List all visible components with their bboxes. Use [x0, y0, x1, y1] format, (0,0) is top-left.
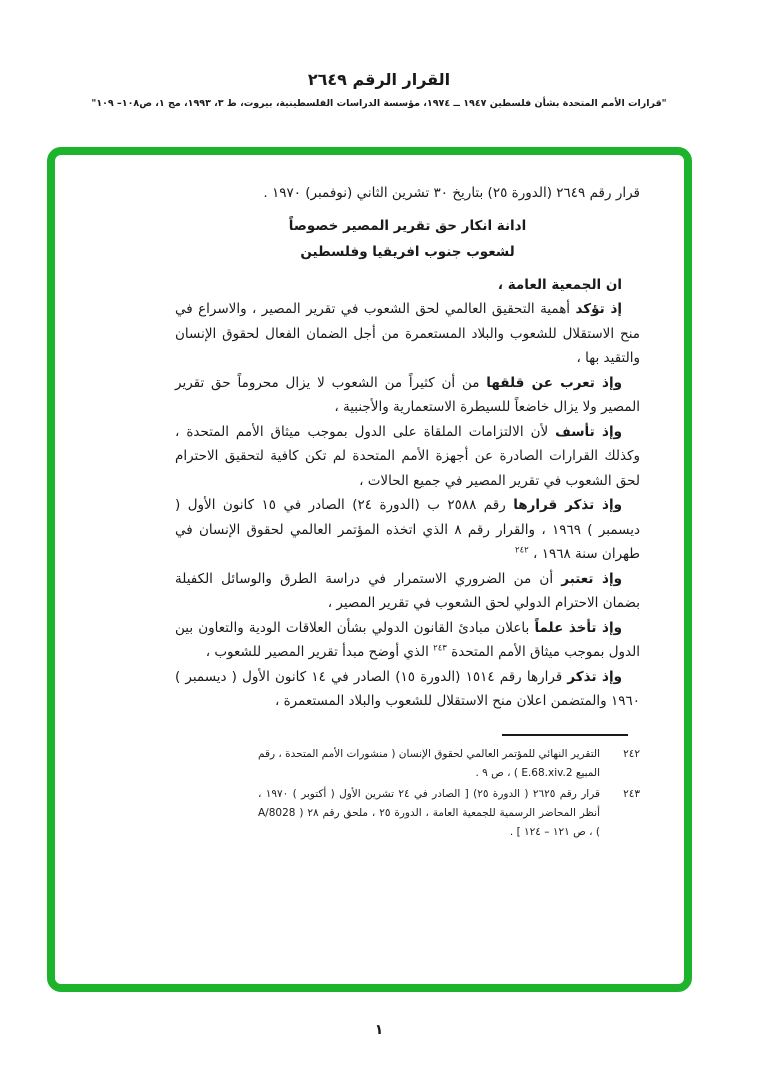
paragraph-text: رقم ٢٥٨٨ ب (الدورة ٢٤) الصادر في ١٥ كانون الأول ( ديسمبر ) ١٩٦٩ ، والقرار رقم ٨ الذي اتخذه المؤتمر العالمي لحقوق الإنسان في طهران سنة ١٩٦٨ ،: [175, 497, 640, 562]
paragraph-text: قرارها رقم ١٥١٤ (الدورة ١٥) الصادر في ١٤ كانون الأول ( ديسمبر ) ١٩٦٠ والمتضمن اعلان منح الاستقلال للشعوب والبلاد المستعمرة ،: [175, 668, 640, 709]
document-header: [0, 70, 758, 109]
paragraph-lead: وإذ تأخذ علماً: [534, 619, 622, 636]
page-title: القرار الرقم ٢٦٤٩: [307, 70, 451, 89]
resolution-heading-line2: لشعوب جنوب افريقيا وفلسطين: [300, 243, 515, 260]
resolution-paragraph: [175, 371, 640, 420]
resolution-heading: [175, 213, 640, 265]
resolution-paragraph: [175, 493, 640, 567]
resolution-paragraph: [175, 420, 640, 494]
footnote-ref: ٢٤٢: [515, 545, 529, 556]
footnote-ref: ٢٤٣: [433, 643, 447, 654]
footnote-number: ٢٤٣: [623, 787, 640, 800]
resolution-paragraph: [175, 567, 640, 616]
footnote-divider: [502, 734, 628, 736]
paragraph-lead: إذ تؤكد: [575, 301, 623, 317]
resolution-paragraph: [175, 297, 640, 371]
paragraph-text: من أن كثيراً من الشعوب لا يزال محروماً حق تقرير المصير ولا يزال خاضعاً للسيطرة الاستعمارية والأجنبية ،: [175, 374, 640, 415]
resolution-body: [175, 273, 640, 714]
paragraph-text: أهمية التحقيق العالمي لحق الشعوب في تقرير المصير ، والاسراع في منح الاستقلال للشعوب والبلاد المستعمرة من أجل الضمان الفعال لحقوق الإنسان والتقيد بها ،: [175, 301, 640, 366]
resolution-paragraph: [175, 665, 640, 714]
paragraph-text: الذي أوضح مبدأ تقرير المصير للشعوب ،: [205, 644, 434, 660]
paragraph-lead: وإذ تأسف: [555, 423, 622, 440]
paragraph-lead: وإذ تعرب عن قلقها: [486, 374, 622, 391]
footnote-text: التقرير النهائي للمؤتمر العالمي لحقوق الإنسان ( منشورات الأمم المتحدة ، رقم المبيع E.68.xiv.2 ) ، ص ٩ .: [258, 747, 600, 779]
paragraph-text: لأن الالتزامات الملقاة على الدول بموجب ميثاق الأمم المتحدة ، وكذلك القرارات الصادرة عن أجهزة الأمم المتحدة لم تكن كافية لتحقيق الاحترام لحق الشعوب في تقرير المصير في جميع الحالات ،: [175, 423, 640, 489]
footnote-text: قرار رقم ٢٦٢٥ ( الدورة ٢٥) [ الصادر في ٢٤ تشرين الأول ( أكتوبر ) ١٩٧٠ ، أنظر المحاضر الرسمية للجمعية العامة ، الدورة ٢٥ ، ملحق رقم ٢٨ ( A/8028 ) ، ص ١٢١ – ١٢٤ ] .: [258, 787, 601, 838]
paragraph-lead: وإذ تذكر: [567, 668, 623, 685]
footnote-item: [258, 785, 640, 842]
footnotes-section: [258, 745, 640, 842]
resolution-heading-line1: ادانة انكار حق تقرير المصير خصوصاً: [288, 217, 527, 234]
resolution-paragraph: [175, 616, 640, 665]
footnote-item: [258, 745, 640, 783]
paragraph-lead: ان الجمعية العامة ،: [497, 276, 622, 293]
paragraph-text: أن من الضروري الاستمرار في دراسة الطرق والوسائل الكفيلة بضمان الاحترام الدولي لحق الشعوب في تقرير المصير ،: [175, 570, 640, 611]
source-citation: "قرارات الأمم المتحدة بشأن فلسطين ١٩٤٧ ــ ١٩٧٤، مؤسسة الدراسات الفلسطينية، بيروت، ط ٣، ١٩٩٣، مج ١، ص١٠٨– ١٠٩": [91, 98, 667, 109]
paragraph-text: باعلان مبادئ القانون الدولي بشأن العلاقات الودية والتعاون بين الدول بموجب ميثاق الأمم المتحدة: [175, 619, 640, 660]
resolution-paragraph: [175, 273, 640, 298]
paragraph-lead: وإذ تعتبر: [561, 570, 622, 587]
resolution-intro: قرار رقم ٢٦٤٩ (الدورة ٢٥) بتاريخ ٣٠ تشرين الثاني (نوفمبر) ١٩٧٠ .: [263, 185, 640, 201]
page-number: ١: [374, 1022, 384, 1038]
paragraph-lead: وإذ تذكر قرارها: [513, 497, 623, 513]
footnote-number: ٢٤٢: [623, 747, 640, 760]
resolution-frame: [47, 147, 692, 992]
